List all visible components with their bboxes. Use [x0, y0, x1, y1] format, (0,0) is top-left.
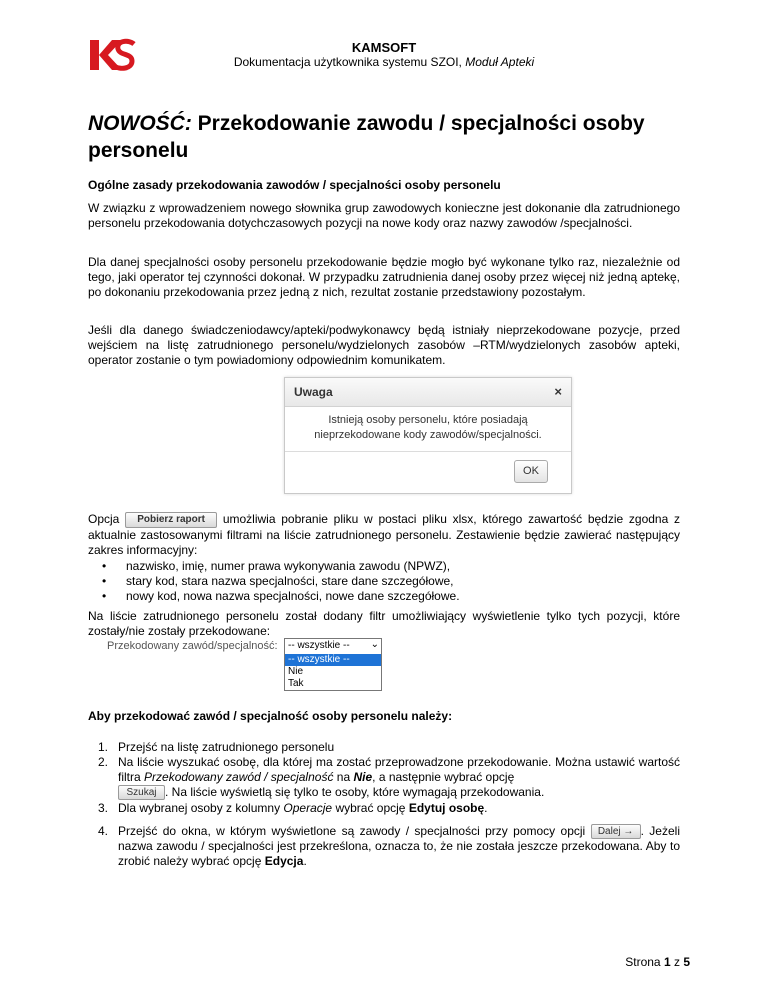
filter-label: Przekodowany zawód/specjalność:	[107, 640, 278, 652]
option-tak[interactable]: Tak	[288, 678, 304, 689]
paragraph-3: Jeśli dla danego świadczeniodawcy/apteki/podwykonawcy będą istniały nieprzekodowane pozycje, przed wejściem na listę zatrudnionego personelu/wydzielonych zasobów –RTM/wydzielonych zasobów apteki, operator zostanie o tym powiadomiony odpowiednim komunikatem.	[88, 323, 680, 367]
list-item: • stary kod, stara nazwa specjalności, stare dane szczegółowe,	[102, 574, 454, 588]
header-subtitle: Dokumentacja użytkownika systemu SZOI, Moduł Apteki	[233, 55, 535, 69]
page-footer: Strona 1 z 5	[625, 955, 690, 969]
ok-button[interactable]: OK	[514, 460, 548, 483]
warning-dialog	[284, 377, 572, 494]
option-wszystkie[interactable]: -- wszystkie --	[285, 654, 381, 666]
paragraph-2: Dla danej specjalności osoby personelu przekodowanie będzie mogło być wykonane tylko raz, niezależnie od tego, jaki operator tej czynności dokonał. W przypadku zatrudnienia danej osoby przez więcej niż jedną aptekę, po dokonaniu przekodowania przez jedną z nich, rezultat zostanie przedstawiony pozostałym.	[88, 255, 680, 299]
header-company: KAMSOFT	[351, 40, 417, 55]
dalej-button[interactable]: Dalej →	[591, 824, 641, 839]
option-nie[interactable]: Nie	[288, 666, 304, 677]
section-heading: Ogólne zasady przekodowania zawodów / specjalności osoby personelu	[88, 178, 501, 192]
filter-paragraph: Na liście zatrudnionego personelu został dodany filtr umożliwiający wyświetlenie tylko tych pozycji, które zostały/nie zostały przekodowane:	[88, 609, 680, 638]
opcja-paragraph: Opcja Pobierz raport umożliwia pobranie pliku w postaci pliku xlsx, którego zawartość będzie zgodna z aktualnie zastosowanymi filtrami na liście zatrudnionego personelu. Zestawienie będzie zawierać następujący zakres informacyjny:	[88, 512, 680, 557]
dialog-header	[285, 378, 571, 407]
szukaj-button[interactable]: Szukaj	[118, 785, 165, 800]
close-icon[interactable]: ×	[554, 384, 562, 399]
dialog-title: Uwaga	[294, 385, 333, 399]
list-item: • nazwisko, imię, numer prawa wykonywania zawodu (NPWZ),	[102, 559, 451, 573]
list-item: • nowy kod, nowa nazwa specjalności, nowe dane szczegółowe.	[102, 589, 460, 603]
step-2: 2. Na liście wyszukać osobę, dla której ma zostać przeprowadzone przekodowanie. Można ustawić wartość filtra Przekodowany zawód / specjalność na Nie, a następnie wybrać opcję Szukaj . Na liście wyświetlą się tylko te osoby, które wymagają przekodowania.	[98, 755, 680, 799]
dialog-divider	[285, 451, 571, 452]
chevron-down-icon: ⌄	[370, 639, 379, 650]
filter-options	[284, 654, 382, 691]
pobierz-raport-button[interactable]: Pobierz raport	[125, 512, 217, 528]
filter-select[interactable]: -- wszystkie -- ⌄	[284, 638, 382, 656]
step-4: 4. Przejść do okna, w którym wyświetlone są zawody / specjalności przy pomocy opcji Dalej → . Jeżeli nazwa zawodu / specjalności jest przekreślona, oznacza to, że nie została jeszcze przekodowana. Aby to zrobić należy wybrać opcję Edycja.	[98, 824, 680, 868]
page-title: NOWOŚĆ: Przekodowanie zawodu / specjalności osoby personelu	[88, 112, 645, 162]
bullet-list	[102, 559, 460, 604]
paragraph-1: W związku z wprowadzeniem nowego słownika grup zawodowych konieczne jest dokonanie dla zatrudnionego personelu przekodowania dotychczasowych pozycji na nowe kody oraz nazwy zawodów /specjalności.	[88, 201, 680, 230]
dialog-message: Istnieją osoby personelu, które posiadają nieprzekodowane kody zawodów/specjalności.	[314, 414, 542, 441]
steps-heading: Aby przekodować zawód / specjalność osoby personelu należy:	[88, 709, 453, 723]
